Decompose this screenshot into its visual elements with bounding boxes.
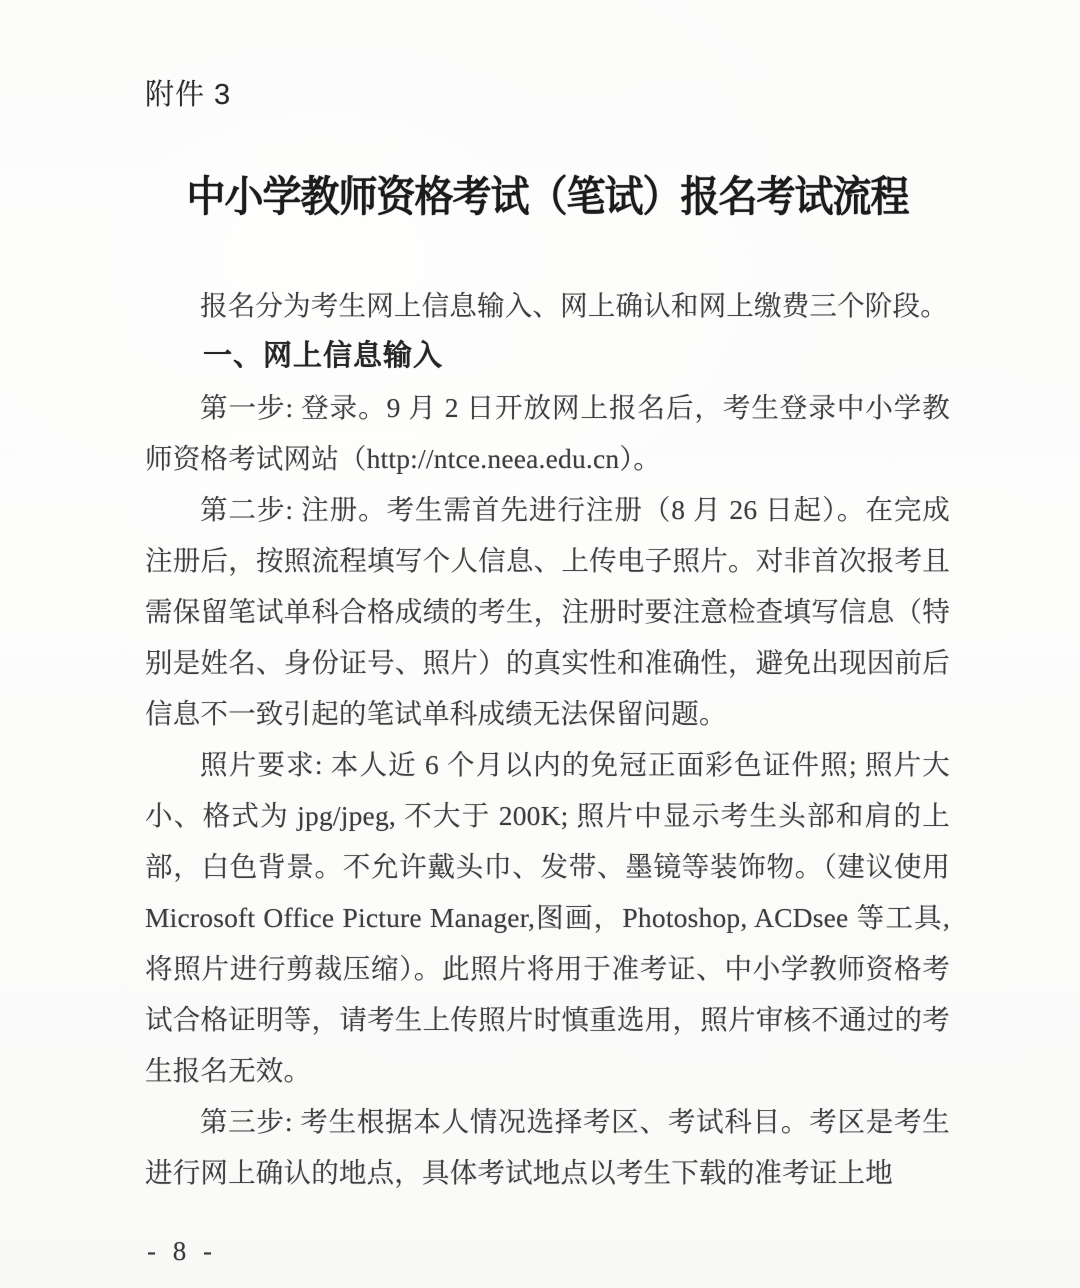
page-number: - 8 - (147, 1236, 217, 1266)
step1-login-paragraph: 第一步: 登录。9 月 2 日开放网上报名后，考生登录中小学教师资格考试网站（http://ntce.neea.edu.cn）。 (145, 392, 950, 474)
section-heading-online-info-entry: 一、网上信息输入 (203, 340, 444, 372)
attachment-label: 附件 3 (145, 79, 232, 111)
photo-requirements-paragraph: 照片要求: 本人近 6 个月以内的免冠正面彩色证件照; 照片大小、格式为 jpg/jpeg, 不大于 200K; 照片中显示考生头部和肩的上部，白色背景。不允许戴头巾、发带、墨镜等装饰物。（建议使用 Microsoft Office Picture Manager,图画，Photoshop, ACDsee 等工具,将照片进行剪裁压缩）。此照片将用于准考证、中小学教师资格考试合格证明等，请考生上传照片时慎重选用，照片审核不通过的考生报名无效。 (145, 749, 950, 1086)
step3-select-region-paragraph: 第三步: 考生根据本人情况选择考区、考试科目。考区是考生进行网上确认的地点，具体考试地点以考生下载的准考证上地 (145, 1106, 950, 1188)
intro-paragraph: 报名分为考生网上信息输入、网上确认和网上缴费三个阶段。 (200, 290, 948, 321)
document-body (145, 280, 950, 1198)
step2-register-paragraph: 第二步: 注册。考生需首先进行注册（8 月 26 日起）。在完成注册后，按照流程填写个人信息、上传电子照片。对非首次报考且需保留笔试单科合格成绩的考生，注册时要注意检查填写信息（特别是姓名、身份证号、照片）的真实性和准确性，避免出现因前后信息不一致引起的笔试单科成绩无法保留问题。 (145, 494, 950, 729)
document-title: 中小学教师资格考试（笔试）报名考试流程 (186, 174, 909, 221)
